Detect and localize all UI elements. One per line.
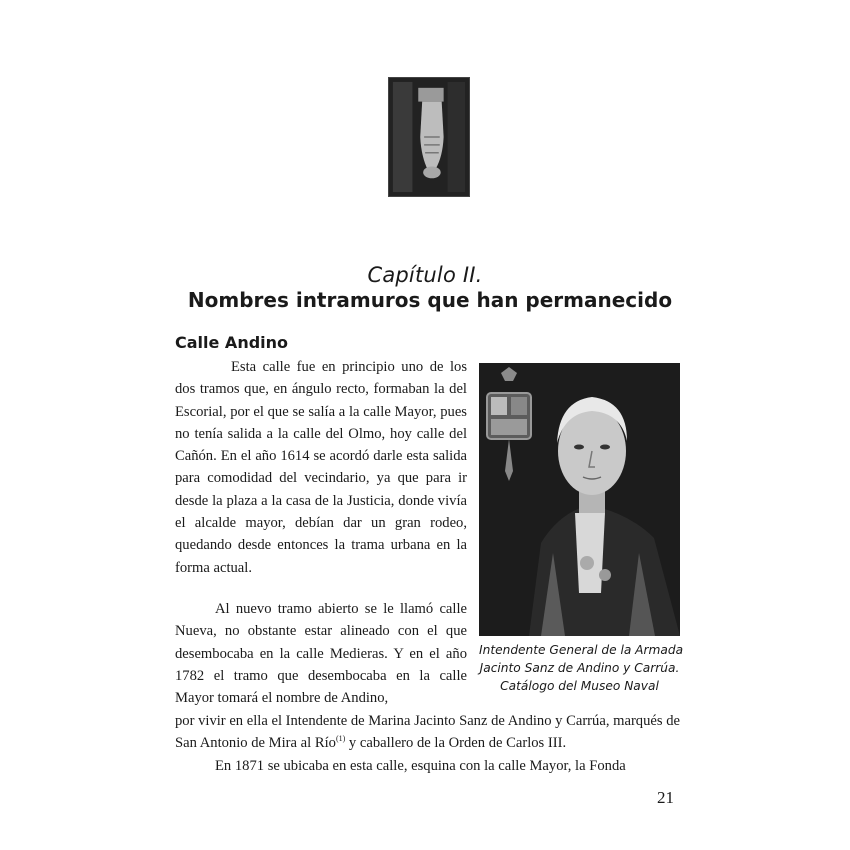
paragraph-2-text-before-note: por vivir en ella el Intendente de Marina Jacinto Sanz de Andino y Carrúa, marqués de San Antonio de Mira al Río — [175, 713, 680, 752]
portrait-caption — [479, 641, 684, 695]
caption-line-3: Catálogo del Museo Naval — [500, 679, 659, 693]
portrait-painting — [479, 363, 680, 636]
chapter-label: Capítulo II. — [367, 263, 483, 287]
paragraph-1: Esta calle fue en principio uno de los dos tramos que, en ángulo recto, formaban la del Escorial, por el que se salía a la calle Mayor, pues no tenía salida a la calle del Olmo, hoy calle del Cañón. En el año 1614 se acordó darle esta salida para comodidad del vecindario, ya que para ir desde la plaza a la casa de la Justicia, donde vivía el alcalde mayor, debían dar un gran rodeo, quedando desde entonces la trama urbana en la forma actual. — [175, 359, 467, 576]
portrait-image — [479, 363, 680, 636]
page-number: 21 — [657, 788, 674, 807]
section-heading: Calle Andino — [175, 333, 289, 352]
door-knocker-photo — [389, 78, 469, 196]
caption-line-1: Intendente General de la Armada — [479, 643, 684, 657]
chapter-title: Nombres intramuros que han permanecido — [187, 288, 673, 312]
footnote-marker: (1) — [335, 734, 346, 744]
caption-line-2: Jacinto Sanz de Andino y Carrúa. — [479, 661, 680, 675]
chapter-header-image — [388, 77, 470, 197]
paragraph-2-continuation — [175, 710, 680, 755]
paragraph-2-text-after-note: y caballero de la Orden de Carlos III. — [345, 735, 567, 752]
paragraph-3: En 1871 se ubicaba en esta calle, esquina con la calle Mayor, la Fonda — [215, 758, 626, 774]
paragraph-2: Al nuevo tramo abierto se le llamó calle Nueva, no obstante estar alineado con el que desembocaba en la calle Medieras. Y en el año 1782 el tramo que desembocaba en la calle Mayor tomará el nombre de Andino, — [175, 601, 467, 707]
